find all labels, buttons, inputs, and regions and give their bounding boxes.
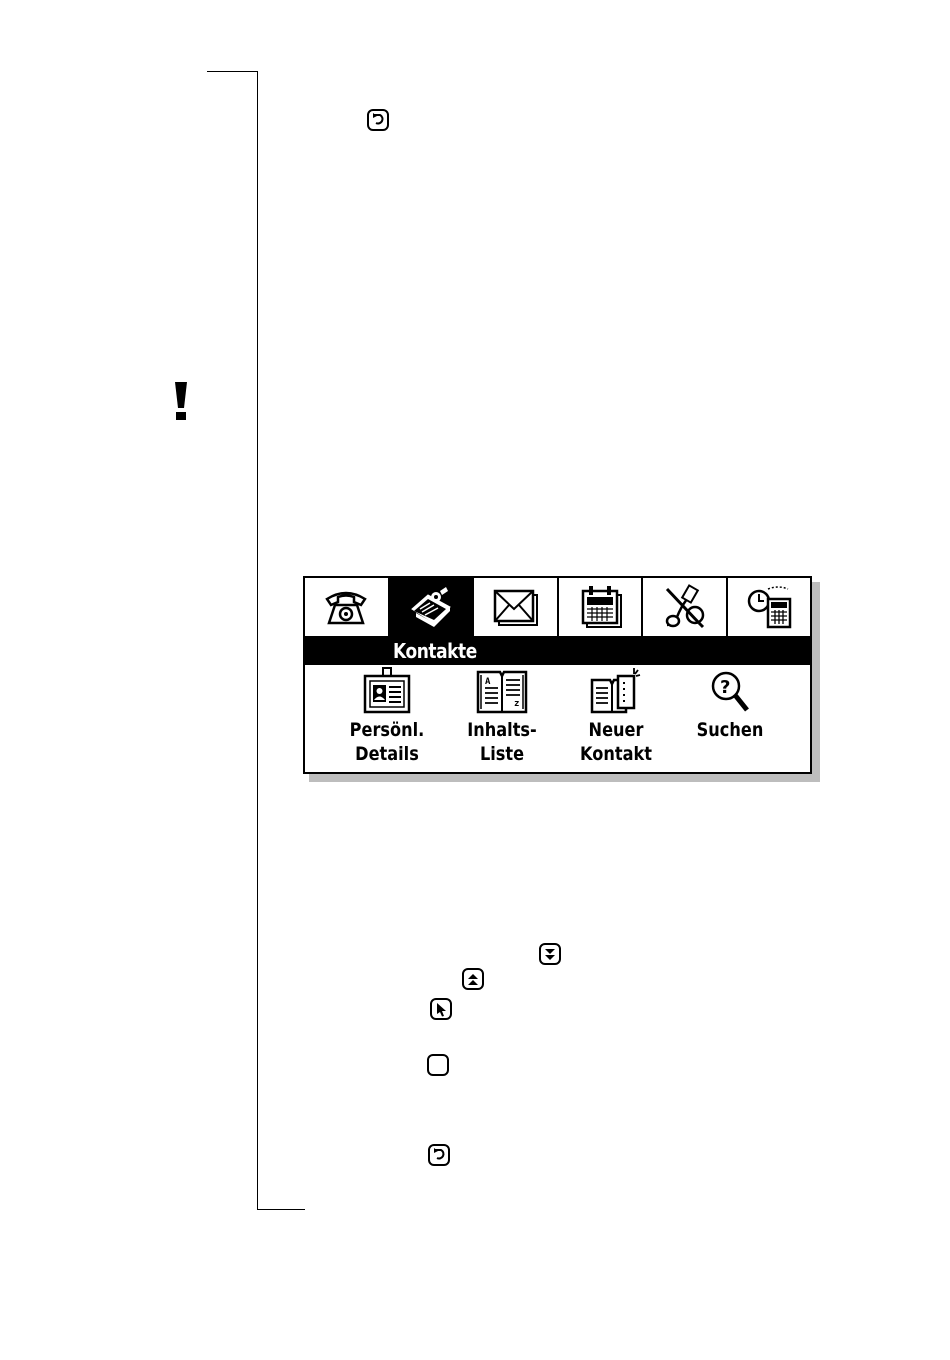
- select-key-icon: [430, 998, 452, 1020]
- menu-item-label: Kontakt: [580, 743, 652, 765]
- phone-icon: [321, 583, 371, 631]
- time-calculator-icon: [744, 583, 794, 631]
- warning-exclamation-icon: [170, 380, 192, 422]
- tab-time-calculator[interactable]: [728, 578, 811, 636]
- menu-item-label: Details: [355, 743, 419, 765]
- menu-item-label: Liste: [479, 743, 525, 765]
- frame-bottom-line: [257, 1209, 305, 1210]
- menu-item-label: Inhalts-: [467, 719, 537, 741]
- device-screen: [303, 576, 812, 774]
- frame-left-line: [257, 71, 258, 1210]
- tab-phone[interactable]: [305, 578, 390, 636]
- back-key-icon: [428, 1144, 450, 1166]
- menu-item-personal-details[interactable]: [332, 666, 442, 766]
- menu-item-label: Neuer: [588, 719, 644, 741]
- calendar-icon: [575, 583, 625, 631]
- menu-item-contents-list[interactable]: [447, 666, 557, 766]
- title-bar: [305, 636, 810, 665]
- menu-item-label: Suchen: [696, 719, 764, 741]
- menu-item-label: Persönl.: [349, 719, 425, 741]
- tab-messages[interactable]: [474, 578, 559, 636]
- scroll-up-key-icon: [462, 968, 484, 990]
- back-key-icon: [367, 109, 389, 131]
- id-card-icon: [359, 666, 415, 716]
- screen-title: Kontakte: [393, 639, 477, 663]
- app-tab-bar: [305, 578, 810, 636]
- blank-key-icon: [427, 1054, 449, 1076]
- tab-tools[interactable]: [643, 578, 728, 636]
- search-icon: [702, 666, 758, 716]
- menu-item-search[interactable]: [675, 666, 785, 742]
- tab-calendar[interactable]: [559, 578, 644, 636]
- menu-item-new-contact[interactable]: [561, 666, 671, 766]
- tab-contacts[interactable]: [390, 578, 475, 636]
- scroll-down-key-icon: [539, 943, 561, 965]
- messages-icon: [490, 583, 540, 631]
- svg-text:z: z: [514, 699, 520, 709]
- frame-top-line: [207, 71, 257, 72]
- menu-items: [305, 666, 810, 772]
- address-book-icon: [474, 666, 530, 716]
- new-contact-icon: [588, 666, 644, 716]
- contacts-icon: [406, 583, 456, 631]
- svg-text:?: ?: [720, 677, 731, 698]
- svg-text:A: A: [485, 677, 491, 687]
- tools-icon: [659, 583, 709, 631]
